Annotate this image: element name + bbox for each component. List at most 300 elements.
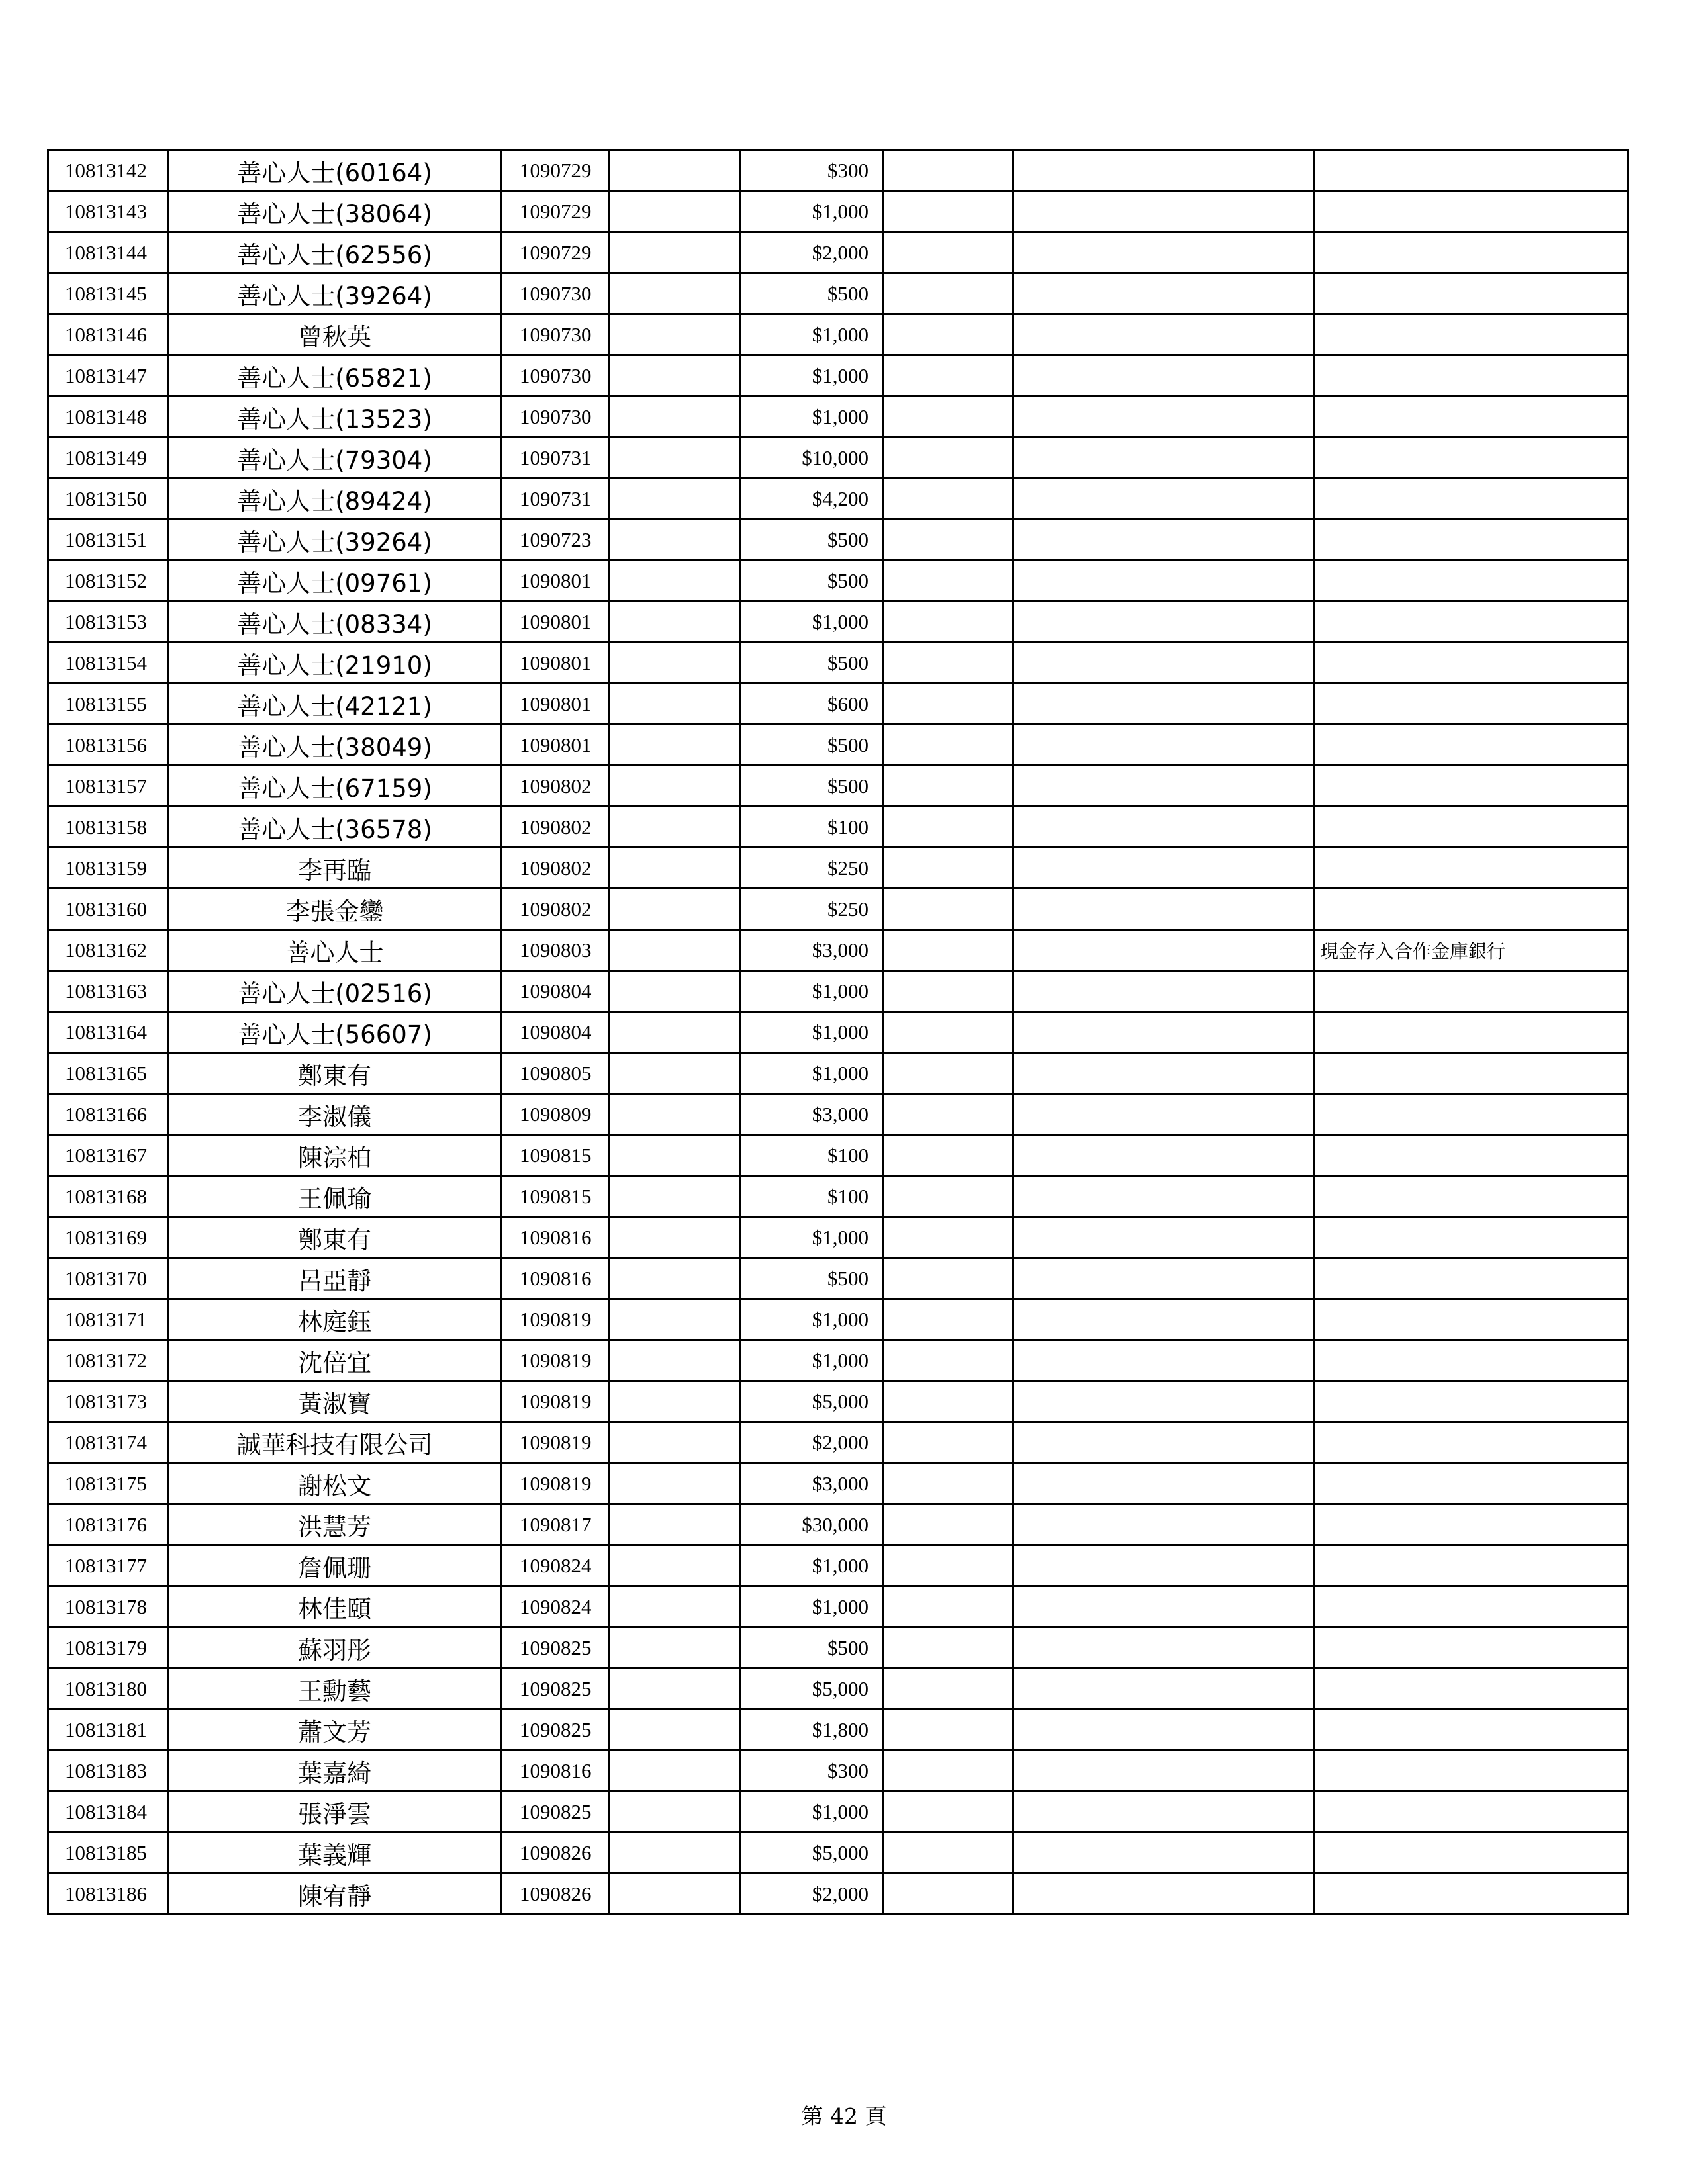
receipt-id-cell: 10813172 [48,1340,168,1381]
table-row [48,1381,1628,1422]
donor-name-cell: 善心人士(67159) [168,766,502,807]
remark-cell [1314,807,1628,848]
receipt-id-cell: 10813180 [48,1668,168,1709]
receipt-id-cell: 10813168 [48,1176,168,1217]
receipt-id-cell: 10813157 [48,766,168,807]
blank-cell [1013,191,1314,232]
donor-name-cell: 謝松文 [168,1463,502,1504]
blank-cell [1013,1709,1314,1751]
donor-name-cell: 善心人士(13523) [168,396,502,437]
blank-cell [1013,150,1314,191]
donor-name-cell: 善心人士(65821) [168,355,502,396]
donation-date-cell: 1090801 [502,643,610,684]
remark-cell [1314,1709,1628,1751]
amount-cell: $500 [741,643,883,684]
amount-cell: $1,000 [741,191,883,232]
table-row [48,1094,1628,1135]
amount-cell: $1,000 [741,1217,883,1258]
blank-cell [883,1504,1013,1545]
donation-table [47,149,1629,1915]
amount-cell: $1,000 [741,1299,883,1340]
receipt-id-cell: 10813156 [48,725,168,766]
table-row [48,1586,1628,1627]
donor-name-cell: 鄭東有 [168,1217,502,1258]
remark-cell [1314,1340,1628,1381]
donation-date-cell: 1090809 [502,1094,610,1135]
blank-cell [883,889,1013,930]
blank-cell [610,1299,741,1340]
amount-cell: $500 [741,520,883,561]
blank-cell [883,1751,1013,1792]
donor-name-cell: 善心人士(08334) [168,602,502,643]
blank-cell [610,1751,741,1792]
blank-cell [883,1176,1013,1217]
blank-cell [883,1668,1013,1709]
donation-date-cell: 1090817 [502,1504,610,1545]
receipt-id-cell: 10813143 [48,191,168,232]
table-row [48,1012,1628,1053]
donor-name-cell: 善心人士(21910) [168,643,502,684]
donor-name-cell: 善心人士(36578) [168,807,502,848]
remark-cell [1314,1176,1628,1217]
amount-cell: $500 [741,561,883,602]
donation-date-cell: 1090816 [502,1258,610,1299]
table-row [48,848,1628,889]
blank-cell [610,1833,741,1874]
blank-cell [1013,1792,1314,1833]
donation-date-cell: 1090819 [502,1299,610,1340]
blank-cell [1013,766,1314,807]
donor-name-cell: 鄭東有 [168,1053,502,1094]
donor-name-cell: 黃淑寶 [168,1381,502,1422]
blank-cell [610,1381,741,1422]
donor-name-cell: 善心人士(62556) [168,232,502,273]
blank-cell [1013,1422,1314,1463]
receipt-id-cell: 10813151 [48,520,168,561]
blank-cell [610,725,741,766]
remark-cell [1314,1135,1628,1176]
donation-date-cell: 1090731 [502,478,610,520]
remark-cell [1314,889,1628,930]
donation-date-cell: 1090825 [502,1627,610,1668]
amount-cell: $600 [741,684,883,725]
receipt-id-cell: 10813147 [48,355,168,396]
blank-cell [610,848,741,889]
receipt-id-cell: 10813185 [48,1833,168,1874]
blank-cell [1013,232,1314,273]
receipt-id-cell: 10813178 [48,1586,168,1627]
donation-date-cell: 1090729 [502,150,610,191]
blank-cell [1013,1135,1314,1176]
remark-cell [1314,1586,1628,1627]
donor-name-cell: 善心人士(02516) [168,971,502,1012]
table-row [48,1751,1628,1792]
donation-date-cell: 1090723 [502,520,610,561]
remark-cell [1314,1751,1628,1792]
receipt-id-cell: 10813174 [48,1422,168,1463]
amount-cell: $500 [741,766,883,807]
table-row [48,437,1628,478]
donor-name-cell: 善心人士(60164) [168,150,502,191]
amount-cell: $3,000 [741,930,883,971]
remark-cell [1314,150,1628,191]
remark-cell [1314,437,1628,478]
donation-date-cell: 1090801 [502,725,610,766]
blank-cell [1013,1751,1314,1792]
blank-cell [1013,930,1314,971]
receipt-id-cell: 10813152 [48,561,168,602]
amount-cell: $500 [741,273,883,314]
blank-cell [883,314,1013,355]
donation-date-cell: 1090819 [502,1340,610,1381]
donation-date-cell: 1090731 [502,437,610,478]
blank-cell [610,1545,741,1586]
remark-cell [1314,191,1628,232]
remark-cell [1314,1874,1628,1915]
remark-cell [1314,1258,1628,1299]
table-row [48,725,1628,766]
remark-cell [1314,1792,1628,1833]
table-row [48,396,1628,437]
donor-name-cell: 善心人士(38064) [168,191,502,232]
donor-name-cell: 王勳藝 [168,1668,502,1709]
donation-date-cell: 1090730 [502,314,610,355]
table-row [48,1340,1628,1381]
donor-name-cell: 李再臨 [168,848,502,889]
blank-cell [610,1792,741,1833]
donor-name-cell: 李張金鑾 [168,889,502,930]
receipt-id-cell: 10813150 [48,478,168,520]
blank-cell [610,602,741,643]
blank-cell [1013,1586,1314,1627]
blank-cell [1013,478,1314,520]
table-row [48,1258,1628,1299]
remark-cell [1314,314,1628,355]
donor-name-cell: 曾秋英 [168,314,502,355]
remark-cell [1314,396,1628,437]
blank-cell [883,1422,1013,1463]
blank-cell [883,520,1013,561]
blank-cell [610,971,741,1012]
blank-cell [1013,1504,1314,1545]
blank-cell [610,889,741,930]
table-row [48,930,1628,971]
table-row [48,314,1628,355]
receipt-id-cell: 10813153 [48,602,168,643]
donation-date-cell: 1090825 [502,1709,610,1751]
donor-name-cell: 誠華科技有限公司 [168,1422,502,1463]
remark-cell [1314,561,1628,602]
table-row [48,643,1628,684]
blank-cell [883,1709,1013,1751]
donation-date-cell: 1090825 [502,1668,610,1709]
amount-cell: $2,000 [741,1874,883,1915]
receipt-id-cell: 10813162 [48,930,168,971]
blank-cell [610,1340,741,1381]
receipt-id-cell: 10813144 [48,232,168,273]
blank-cell [883,396,1013,437]
blank-cell [610,232,741,273]
table-row [48,232,1628,273]
blank-cell [1013,1094,1314,1135]
donor-name-cell: 蘇羽彤 [168,1627,502,1668]
table-row [48,1792,1628,1833]
receipt-id-cell: 10813169 [48,1217,168,1258]
donation-date-cell: 1090801 [502,561,610,602]
amount-cell: $1,000 [741,1545,883,1586]
blank-cell [610,1176,741,1217]
blank-cell [1013,1053,1314,1094]
amount-cell: $3,000 [741,1463,883,1504]
blank-cell [1013,520,1314,561]
receipt-id-cell: 10813173 [48,1381,168,1422]
blank-cell [883,232,1013,273]
donor-name-cell: 葉嘉綺 [168,1751,502,1792]
receipt-id-cell: 10813171 [48,1299,168,1340]
amount-cell: $1,000 [741,314,883,355]
blank-cell [883,561,1013,602]
amount-cell: $1,000 [741,602,883,643]
table-row [48,1627,1628,1668]
donation-table-body [48,150,1628,1915]
blank-cell [610,1874,741,1915]
blank-cell [610,643,741,684]
donation-date-cell: 1090816 [502,1217,610,1258]
amount-cell: $100 [741,807,883,848]
blank-cell [1013,725,1314,766]
amount-cell: $1,000 [741,355,883,396]
donation-date-cell: 1090801 [502,602,610,643]
receipt-id-cell: 10813183 [48,1751,168,1792]
donor-name-cell: 王佩瑜 [168,1176,502,1217]
blank-cell [610,355,741,396]
amount-cell: $1,000 [741,971,883,1012]
donor-name-cell: 張淨雲 [168,1792,502,1833]
donation-date-cell: 1090802 [502,766,610,807]
amount-cell: $10,000 [741,437,883,478]
receipt-id-cell: 10813177 [48,1545,168,1586]
amount-cell: $1,000 [741,1792,883,1833]
donation-date-cell: 1090801 [502,684,610,725]
donation-date-cell: 1090804 [502,971,610,1012]
receipt-id-cell: 10813179 [48,1627,168,1668]
remark-cell [1314,971,1628,1012]
blank-cell [1013,1381,1314,1422]
table-row [48,478,1628,520]
blank-cell [610,807,741,848]
remark-cell [1314,1217,1628,1258]
amount-cell: $2,000 [741,1422,883,1463]
receipt-id-cell: 10813166 [48,1094,168,1135]
table-row [48,1504,1628,1545]
receipt-id-cell: 10813170 [48,1258,168,1299]
remark-cell [1314,1545,1628,1586]
blank-cell [883,1258,1013,1299]
donor-name-cell: 蕭文芳 [168,1709,502,1751]
receipt-id-cell: 10813176 [48,1504,168,1545]
receipt-id-cell: 10813184 [48,1792,168,1833]
amount-cell: $5,000 [741,1381,883,1422]
amount-cell: $1,000 [741,1340,883,1381]
amount-cell: $250 [741,889,883,930]
remark-cell [1314,355,1628,396]
blank-cell [883,355,1013,396]
amount-cell: $30,000 [741,1504,883,1545]
blank-cell [1013,1874,1314,1915]
donor-name-cell: 善心人士(56607) [168,1012,502,1053]
blank-cell [610,1668,741,1709]
blank-cell [1013,396,1314,437]
amount-cell: $100 [741,1176,883,1217]
donor-name-cell: 洪慧芳 [168,1504,502,1545]
donation-date-cell: 1090815 [502,1135,610,1176]
blank-cell [883,1094,1013,1135]
blank-cell [610,1463,741,1504]
blank-cell [883,971,1013,1012]
remark-cell [1314,643,1628,684]
receipt-id-cell: 10813167 [48,1135,168,1176]
blank-cell [883,150,1013,191]
donation-date-cell: 1090729 [502,191,610,232]
amount-cell: $1,000 [741,1586,883,1627]
amount-cell: $2,000 [741,232,883,273]
donor-name-cell: 詹佩珊 [168,1545,502,1586]
blank-cell [883,1833,1013,1874]
amount-cell: $1,000 [741,396,883,437]
blank-cell [1013,1627,1314,1668]
table-row [48,684,1628,725]
blank-cell [610,1627,741,1668]
amount-cell: $500 [741,725,883,766]
blank-cell [1013,1176,1314,1217]
blank-cell [883,191,1013,232]
blank-cell [883,1299,1013,1340]
table-row [48,150,1628,191]
blank-cell [1013,643,1314,684]
blank-cell [610,1012,741,1053]
blank-cell [610,520,741,561]
amount-cell: $100 [741,1135,883,1176]
remark-cell [1314,520,1628,561]
receipt-id-cell: 10813145 [48,273,168,314]
blank-cell [1013,273,1314,314]
table-row [48,1463,1628,1504]
blank-cell [883,1012,1013,1053]
amount-cell: $5,000 [741,1833,883,1874]
blank-cell [883,1627,1013,1668]
donation-date-cell: 1090802 [502,889,610,930]
blank-cell [883,684,1013,725]
remark-cell [1314,602,1628,643]
blank-cell [610,150,741,191]
table-row [48,1176,1628,1217]
receipt-id-cell: 10813175 [48,1463,168,1504]
table-row [48,1135,1628,1176]
receipt-id-cell: 10813165 [48,1053,168,1094]
blank-cell [883,848,1013,889]
remark-cell [1314,1094,1628,1135]
blank-cell [1013,1833,1314,1874]
blank-cell [1013,1340,1314,1381]
remark-cell [1314,1422,1628,1463]
blank-cell [1013,684,1314,725]
donation-date-cell: 1090802 [502,848,610,889]
donor-name-cell: 善心人士(89424) [168,478,502,520]
table-row [48,520,1628,561]
receipt-id-cell: 10813149 [48,437,168,478]
table-row [48,273,1628,314]
blank-cell [1013,971,1314,1012]
donation-date-cell: 1090816 [502,1751,610,1792]
blank-cell [883,643,1013,684]
blank-cell [610,1709,741,1751]
blank-cell [610,273,741,314]
donor-name-cell: 李淑儀 [168,1094,502,1135]
donor-name-cell: 陳淙柏 [168,1135,502,1176]
donor-name-cell: 陳宥靜 [168,1874,502,1915]
blank-cell [1013,1258,1314,1299]
remark-cell [1314,232,1628,273]
table-row [48,602,1628,643]
table-row [48,1709,1628,1751]
donor-name-cell: 呂亞靜 [168,1258,502,1299]
table-row [48,889,1628,930]
donation-date-cell: 1090730 [502,273,610,314]
blank-cell [883,1792,1013,1833]
blank-cell [883,437,1013,478]
blank-cell [1013,1668,1314,1709]
blank-cell [883,725,1013,766]
donation-date-cell: 1090826 [502,1833,610,1874]
blank-cell [1013,561,1314,602]
blank-cell [883,602,1013,643]
donation-date-cell: 1090730 [502,355,610,396]
remark-cell [1314,684,1628,725]
donation-date-cell: 1090803 [502,930,610,971]
donor-name-cell: 善心人士(09761) [168,561,502,602]
blank-cell [883,1586,1013,1627]
table-row [48,561,1628,602]
donation-date-cell: 1090804 [502,1012,610,1053]
receipt-id-cell: 10813163 [48,971,168,1012]
blank-cell [883,1545,1013,1586]
remark-cell: 現金存入合作金庫銀行 [1314,930,1628,971]
blank-cell [883,1340,1013,1381]
remark-cell [1314,1012,1628,1053]
remark-cell [1314,1381,1628,1422]
blank-cell [610,478,741,520]
blank-cell [610,561,741,602]
remark-cell [1314,1833,1628,1874]
receipt-id-cell: 10813160 [48,889,168,930]
donation-date-cell: 1090729 [502,232,610,273]
remark-cell [1314,1053,1628,1094]
table-row [48,1668,1628,1709]
receipt-id-cell: 10813146 [48,314,168,355]
blank-cell [610,1217,741,1258]
receipt-id-cell: 10813142 [48,150,168,191]
donor-name-cell: 善心人士 [168,930,502,971]
blank-cell [1013,889,1314,930]
amount-cell: $300 [741,1751,883,1792]
amount-cell: $1,000 [741,1053,883,1094]
amount-cell: $1,800 [741,1709,883,1751]
donation-date-cell: 1090815 [502,1176,610,1217]
blank-cell [610,1422,741,1463]
blank-cell [1013,807,1314,848]
donation-date-cell: 1090819 [502,1422,610,1463]
amount-cell: $250 [741,848,883,889]
